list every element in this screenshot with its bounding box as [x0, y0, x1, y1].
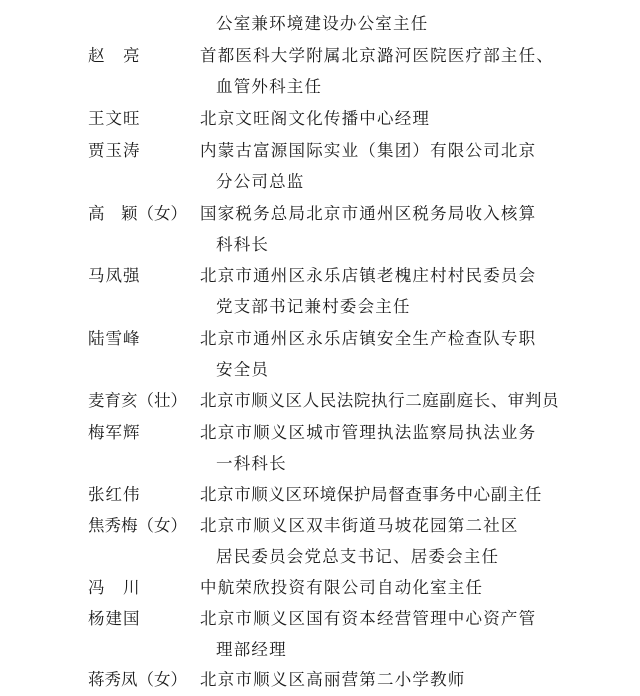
entry-8-name: 梅军辉 — [88, 423, 141, 442]
entry-9-title-line-1: 北京市顺义区环境保护局督查事务中心副主任 — [200, 485, 542, 504]
entry-12-title-line-1: 北京市顺义区国有资本经营管理中心资产管 — [200, 609, 537, 628]
entry-12-name: 杨建国 — [88, 609, 141, 628]
entry-11-title-line-1: 中航荣欣投资有限公司自动化室主任 — [200, 578, 484, 597]
entry-6-title-line-2: 安全员 — [216, 360, 270, 379]
entry-1-title-line-1: 首都医科大学附属北京潞河医院医疗部主任、 — [200, 46, 554, 65]
entry-7-title-line-1: 北京市顺义区人民法院执行二庭副庭长、审判员 — [200, 391, 560, 410]
entry-11-name: 冯 川 — [88, 578, 141, 597]
entry-5-title-line-1: 北京市通州区永乐店镇老槐庄村村民委员会 — [200, 266, 537, 285]
entry-2-name: 王文旺 — [88, 109, 141, 128]
entry-2-title-line-1: 北京文旺阁文化传播中心经理 — [200, 109, 431, 128]
entry-1-name: 赵 亮 — [88, 46, 141, 65]
entry-7-name: 麦育亥（壮） — [88, 391, 187, 410]
entry-4-title-line-1: 国家税务总局北京市通州区税务局收入核算 — [200, 204, 537, 223]
entry-6-title-line-1: 北京市通州区永乐店镇安全生产检查队专职 — [200, 329, 537, 348]
entry-4-title-line-2: 科科长 — [216, 235, 270, 254]
entry-10-title-line-1: 北京市顺义区双丰街道马坡花园第二社区 — [200, 516, 519, 535]
entry-3-name: 贾玉涛 — [88, 141, 141, 160]
entry-6-name: 陆雪峰 — [88, 329, 141, 348]
entry-0-title-line-1: 公室兼环境建设办公室主任 — [216, 14, 429, 33]
entry-8-title-line-1: 北京市顺义区城市管理执法监察局执法业务 — [200, 423, 537, 442]
entry-10-name: 焦秀梅（女） — [88, 516, 187, 535]
entry-1-title-line-2: 血管外科主任 — [216, 77, 323, 96]
entry-8-title-line-2: 一科科长 — [216, 454, 287, 473]
entry-3-title-line-1: 内蒙古富源国际实业（集团）有限公司北京 — [200, 141, 537, 160]
entry-9-name: 张红伟 — [88, 485, 141, 504]
entry-12-title-line-2: 理部经理 — [216, 640, 287, 659]
entry-13-title-line-1: 北京市顺义区高丽营第二小学教师 — [200, 670, 466, 689]
entry-5-name: 马凤强 — [88, 266, 141, 285]
entry-5-title-line-2: 党支部书记兼村委会主任 — [216, 297, 411, 316]
entry-3-title-line-2: 分公司总监 — [216, 172, 305, 191]
entry-10-title-line-2: 居民委员会党总支书记、居委会主任 — [216, 547, 500, 566]
entry-4-name: 高 颖（女） — [88, 204, 187, 223]
entry-13-name: 蒋秀凤（女） — [88, 670, 187, 689]
